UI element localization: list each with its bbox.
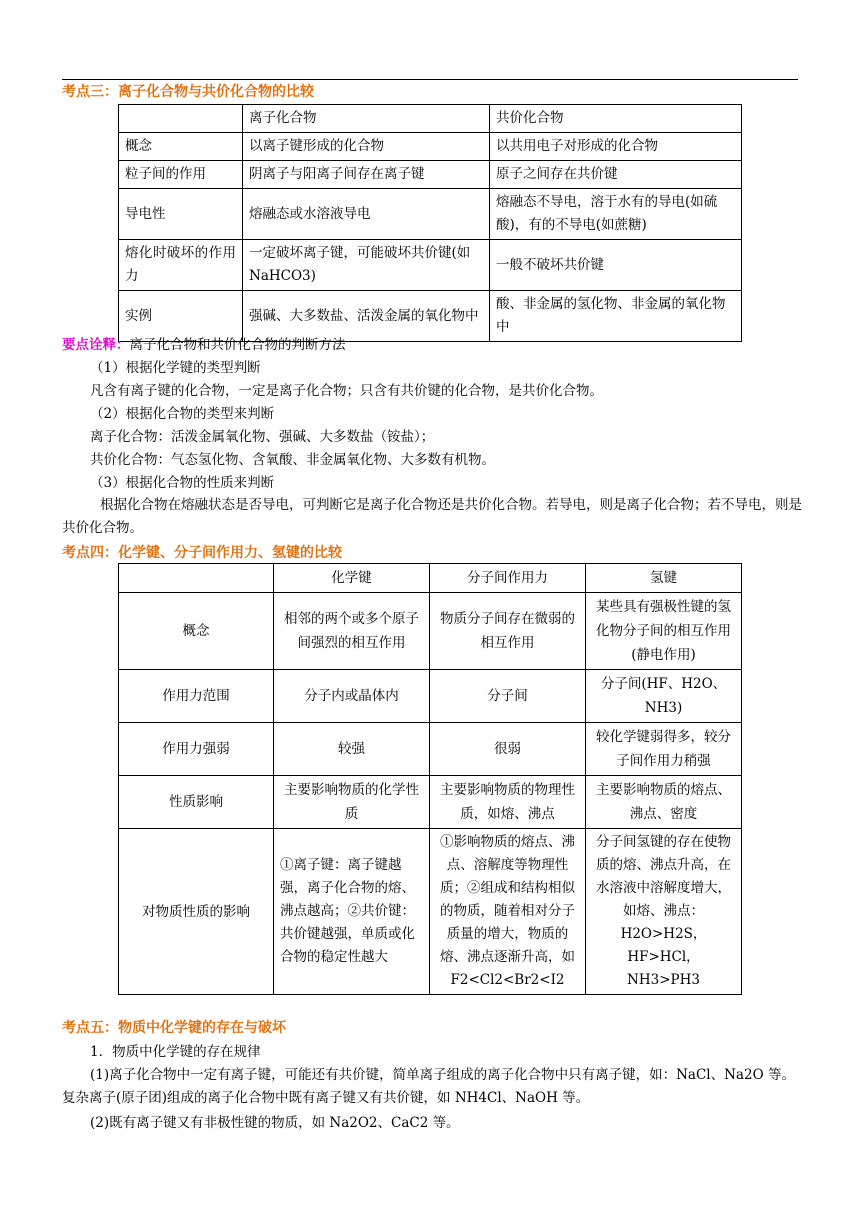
section5-subheading: 1．物质中化学键的存在规律	[90, 1044, 261, 1060]
table-cell: 强碱、大多数盐、活泼金属的氧化物中	[243, 291, 490, 342]
table-cell	[119, 564, 274, 593]
row-label: 导电性	[119, 189, 243, 240]
table-header-cell: 共价化合物	[490, 105, 742, 133]
row-label: 概念	[119, 593, 274, 670]
keypoint-line	[62, 334, 346, 356]
method-3-title: （3）根据化合物的性质来判断	[90, 475, 275, 491]
method-2-text-ionic: 离子化合物：活泼金属氧化物、强碱、大多数盐（铵盐）；	[90, 429, 435, 445]
table-cell: 阴离子与阳离子间存在离子键	[243, 161, 490, 189]
row-label: 作用力强弱	[119, 723, 274, 776]
table-row	[119, 161, 742, 189]
row-label: 性质影响	[119, 776, 274, 829]
section3-heading: 考点三：离子化合物与共价化合物的比较	[62, 84, 314, 100]
table-cell	[119, 105, 243, 133]
row-label: 概念	[119, 133, 243, 161]
table-cell: 一定破坏离子键，可能破坏共价键(如 NaHCO3)	[243, 240, 490, 291]
section4-heading: 考点四：化学键、分子间作用力、氢键的比较	[62, 545, 342, 561]
table-cell: 物质分子间存在微弱的相互作用	[430, 593, 586, 670]
table-cell: 某些具有强极性键的氢化物分子间的相互作用(静电作用)	[586, 593, 742, 670]
method-1-text: 凡含有离子键的化合物，一定是离子化合物；只含有共价键的化合物，是共价化合物。	[90, 383, 603, 399]
table-cell: 分子内或晶体内	[274, 670, 430, 723]
table-row	[119, 133, 742, 161]
row-label: 粒子间的作用	[119, 161, 243, 189]
table-row	[119, 670, 742, 723]
table-cell: 较强	[274, 723, 430, 776]
method-2-text-covalent: 共价化合物：气态氢化物、含氧酸、非金属氧化物、大多数有机物。	[90, 452, 495, 468]
table-cell: 原子之间存在共价键	[490, 161, 742, 189]
row-label: 对物质性质的影响	[119, 829, 274, 995]
table-header-row	[119, 105, 742, 133]
section5-heading: 考点五：物质中化学键的存在与破坏	[62, 1020, 286, 1036]
table-header-cell: 分子间作用力	[430, 564, 586, 593]
table-cell: 以离子键形成的化合物	[243, 133, 490, 161]
table-header-cell: 氢键	[586, 564, 742, 593]
header-rule	[62, 79, 798, 80]
section5-paragraph-1: (1)离子化合物中一定有离子键，可能还有共价键，简单离子组成的离子化合物中只有离子键，如：NaCl、Na2O 等。复杂离子(原子团)组成的离子化合物中既有离子键又有共价键，如 NH4Cl、NaOH 等。	[62, 1067, 795, 1106]
keypoint-title: 离子化合物和共价化合物的判断方法	[129, 337, 346, 353]
row-label: 作用力范围	[119, 670, 274, 723]
table-cell: 较化学键弱得多，较分子间作用力稍强	[586, 723, 742, 776]
table-cell: 分子间(HF、H2O、NH3)	[586, 670, 742, 723]
method-1-title: （1）根据化学键的类型判断	[90, 360, 261, 376]
section5-paragraph-2: (2)既有离子键又有非极性键的物质，如 Na2O2、CaC2 等。	[90, 1115, 460, 1131]
table-cell: ①影响物质的熔点、沸点、溶解度等物理性质；②组成和结构相似的物质，随着相对分子质量的增大，物质的熔、沸点逐渐升高，如F2<Cl2<Br2<I2	[430, 829, 586, 995]
table-cell: 熔融态不导电，溶于水有的导电(如硫酸)，有的不导电(如蔗糖)	[490, 189, 742, 240]
table-row	[119, 593, 742, 670]
keypoint-label: 要点诠释：	[62, 337, 130, 353]
table-cell: 熔融态或水溶液导电	[243, 189, 490, 240]
table-cell: 很弱	[430, 723, 586, 776]
table-row	[119, 189, 742, 240]
table-header-cell: 化学键	[274, 564, 430, 593]
row-label: 熔化时破坏的作用力	[119, 240, 243, 291]
method-2-title: （2）根据化合物的类型来判断	[90, 406, 275, 422]
bond-force-hydrogen-table	[118, 563, 742, 995]
table-header-cell: 离子化合物	[243, 105, 490, 133]
table-header-row	[119, 564, 742, 593]
table-cell: ①离子键：离子键越强，离子化合物的熔、沸点越高；②共价键：共价键越强，单质或化合物的稳定性越大	[274, 829, 430, 995]
ionic-covalent-compound-table	[118, 104, 742, 342]
table-cell: 酸、非金属的氢化物、非金属的氧化物中	[490, 291, 742, 342]
table-cell: 相邻的两个或多个原子间强烈的相互作用	[274, 593, 430, 670]
table-row	[119, 776, 742, 829]
table-cell: 一般不破坏共价键	[490, 240, 742, 291]
table-row	[119, 240, 742, 291]
table-row	[119, 723, 742, 776]
table-cell: 以共用电子对形成的化合物	[490, 133, 742, 161]
row-label: 实例	[119, 291, 243, 342]
table-cell: 分子间氢键的存在使物质的熔、沸点升高，在水溶液中溶解度增大，如熔、沸点：H2O>H2S，HF>HCl，NH3>PH3	[586, 829, 742, 995]
table-cell: 分子间	[430, 670, 586, 723]
table-cell: 主要影响物质的熔点、沸点、密度	[586, 776, 742, 829]
table-row	[119, 829, 742, 995]
table-cell: 主要影响物质的化学性质	[274, 776, 430, 829]
table-cell: 主要影响物质的物理性质，如熔、沸点	[430, 776, 586, 829]
method-3-text: 根据化合物在熔融状态是否导电，可判断它是离子化合物还是共价化合物。若导电，则是离子化合物；若不导电，则是共价化合物。	[62, 497, 802, 536]
